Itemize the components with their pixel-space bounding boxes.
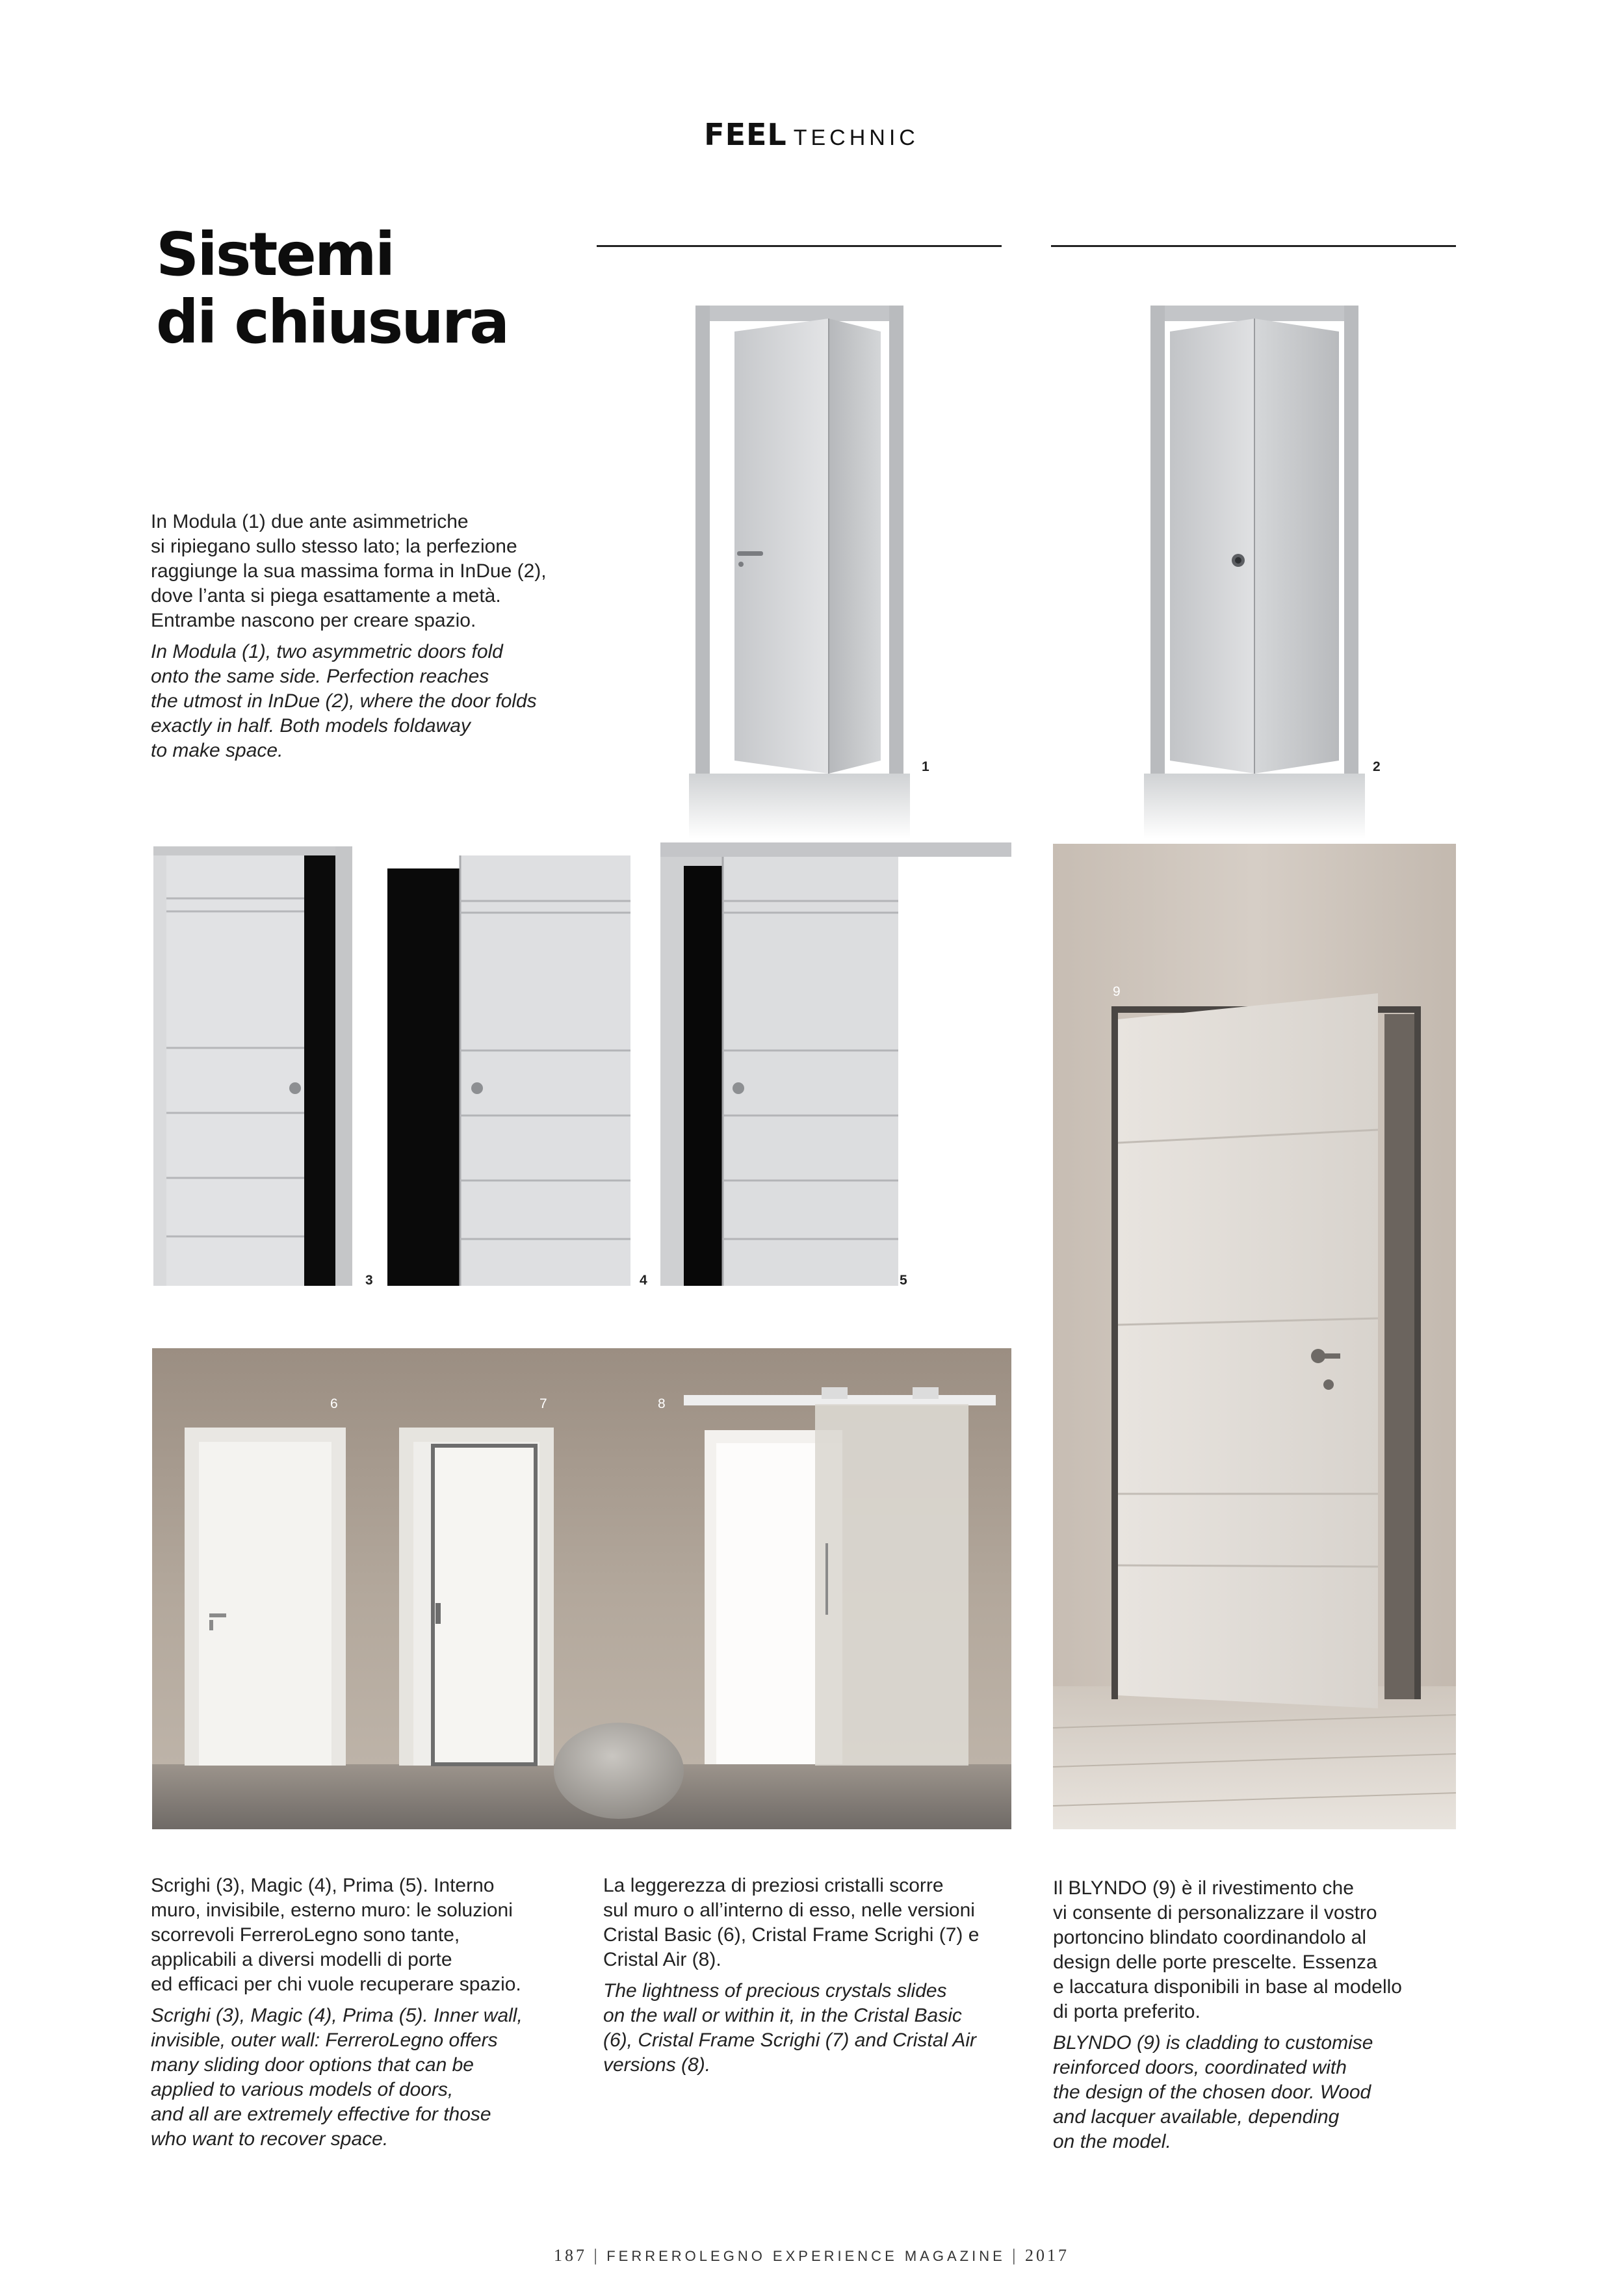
intro-text-english: In Modula (1), two asymmetric doors fold onto the same side. Perfection reaches the utmost in InDue (2), where the door folds exactly in half. Both models foldaway to make space. — [151, 641, 537, 761]
caption-cristal-italian: La leggerezza di preziosi cristalli scorre sul muro o all’interno di esso, nelle versioni Cristal Basic (6), Cristal Frame Scrighi (7) e Cristal Air (8). — [603, 1875, 980, 1970]
title-line-2: di chiusura — [156, 287, 508, 357]
caption-blyndo-english: BLYNDO (9) is cladding to customise reinforced doors, coordinated with the design of the chosen door. Wood and lacquer available, depending on the model. — [1053, 2032, 1373, 2152]
photo-indue-door — [1144, 306, 1365, 839]
intro-text-italian: In Modula (1) due ante asimmetriche si ripiegano sullo stesso lato; la perfezione raggiunge la sua massima forma in InDue (2), dove l’anta si piega esattamente a metà. Entrambe nascono per creare spazio. — [151, 511, 547, 631]
figure-number-3: 3 — [365, 1273, 373, 1288]
section-label: TECHNIC — [793, 125, 919, 150]
caption-sliding-doors — [151, 1873, 573, 2158]
page-title — [156, 221, 508, 356]
photo-scrighi-door — [153, 846, 352, 1286]
page-number: 187 — [554, 2246, 588, 2265]
photo-modula-door — [689, 306, 910, 839]
footer-separator: | — [1012, 2246, 1025, 2265]
figure-number-5: 5 — [900, 1273, 907, 1288]
figure-number-4: 4 — [640, 1273, 647, 1288]
magazine-name: FERREROLEGNO EXPERIENCE MAGAZINE — [606, 2248, 1006, 2264]
divider-rule-1 — [597, 245, 1002, 247]
divider-rule-2 — [1051, 245, 1456, 247]
caption-sliding-doors-english: Scrighi (3), Magic (4), Prima (5). Inner wall, invisible, outer wall: FerreroLegno offers many sliding door options that can be applied to various models of doors, and all are extremely effective for those who want to recover space. — [151, 2005, 523, 2150]
figure-number-6: 6 — [330, 1396, 338, 1411]
issue-year: 2017 — [1024, 2246, 1069, 2265]
caption-sliding-doors-italian: Scrighi (3), Magic (4), Prima (5). Interno muro, invisibile, esterno muro: le soluzioni scorrevoli FerreroLegno sono tante, applicabili a diversi modelli di porte ed efficaci per chi vuole recuperare spazio. — [151, 1875, 521, 1995]
caption-cristal-english: The lightness of precious crystals slides on the wall or within it, in the Cristal Basic (6), Cristal Frame Scrighi (7) and Cristal Air versions (8). — [603, 1980, 976, 2076]
photo-prima-door — [660, 842, 1011, 1286]
figure-number-2: 2 — [1373, 759, 1381, 774]
caption-blyndo — [1053, 1876, 1469, 2161]
caption-cristal — [603, 1873, 1026, 2084]
caption-blyndo-italian: Il BLYNDO (9) è il rivestimento che vi consente di personalizzare il vostro portoncino blindato coordinandolo al design delle porte prescelte. Essenza e laccatura disponibili in base al modello di porta preferito. — [1053, 1877, 1402, 2022]
intro-text — [151, 510, 580, 770]
title-line-1: Sistemi — [156, 220, 394, 289]
figure-number-1: 1 — [922, 759, 929, 774]
photo-cristal-room — [152, 1348, 1011, 1829]
page-footer — [0, 2246, 1623, 2265]
figure-number-9: 9 — [1113, 984, 1121, 999]
figure-number-7: 7 — [539, 1396, 547, 1411]
page-header — [0, 117, 1623, 152]
figure-number-8: 8 — [658, 1396, 666, 1411]
footer-separator: | — [593, 2246, 607, 2265]
photo-magic-door — [387, 855, 630, 1286]
brand-logo: FEEL — [704, 117, 787, 152]
